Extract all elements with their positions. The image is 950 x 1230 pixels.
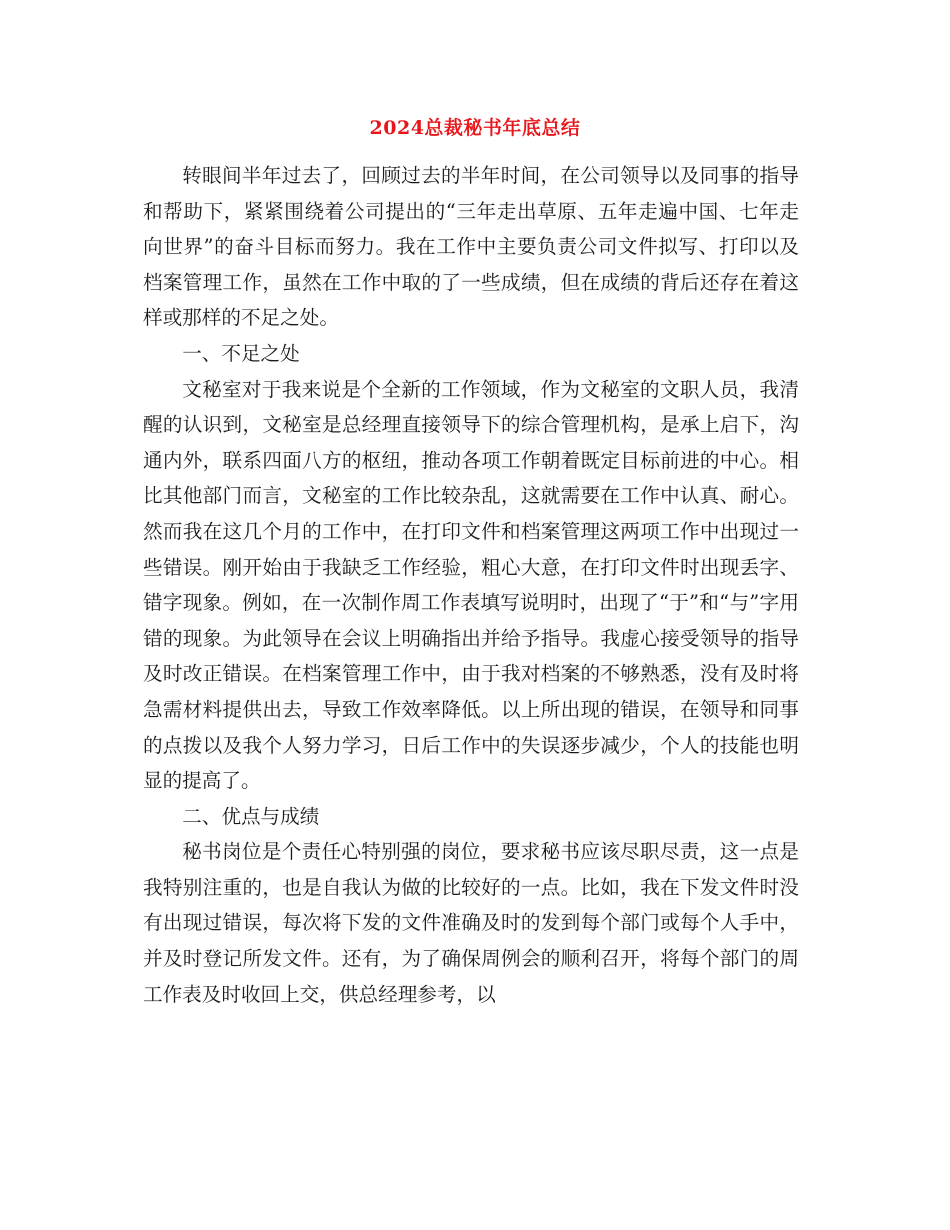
section-heading-strengths: 二、优点与成绩 <box>182 804 320 828</box>
section-heading-shortcomings: 一、不足之处 <box>182 341 300 365</box>
paragraph-strengths: 秘书岗位是个责任心特别强的岗位，要求秘书应该尽职尽责，这一点是我特别注重的，也是自我认为做的比较好的一点。比如，我在下发文件时没有出现过错误，每次将下发的文件准确及时的发到每个部门或每个人手中，并及时登记所发文件。还有，为了确保周例会的顺利召开，将每个部门的周工作表及时收回上交，供总经理参考，以 <box>143 840 799 1006</box>
paragraph-intro: 转眼间半年过去了，回顾过去的半年时间，在公司领导以及同事的指导和帮助下，紧紧围绕着公司提出的“三年走出草原、五年走遍中国、七年走向世界”的奋斗目标而努力。我在工作中主要负责公司文件拟写、打印以及档案管理工作，虽然在工作中取的了一些成绩，但在成绩的背后还存在着这样或那样的不足之处。 <box>143 164 799 330</box>
paragraph-shortcomings: 文秘室对于我来说是个全新的工作领域，作为文秘室的文职人员，我清醒的认识到，文秘室是总经理直接领导下的综合管理机构，是承上启下，沟通内外，联系四面八方的枢纽，推动各项工作朝着既定目标前进的中心。相比其他部门而言，文秘室的工作比较杂乱，这就需要在工作中认真、耐心。然而我在这几个月的工作中，在打印文件和档案管理这两项工作中出现过一些错误。刚开始由于我缺乏工作经验，粗心大意，在打印文件时出现丢字、错字现象。例如，在一次制作周工作表填写说明时，出现了“于”和“与”字用错的现象。为此领导在会议上明确指出并给予指导。我虚心接受领导的指导及时改正错误。在档案管理工作中，由于我对档案的不够熟悉，没有及时将急需材料提供出去，导致工作效率降低。以上所出现的错误，在领导和同事的点拨以及我个人努力学习，日后工作中的失误逐步减少，个人的技能也明显的提高了。 <box>143 377 799 793</box>
document-title: 2024总裁秘书年底总结 <box>369 117 581 139</box>
document-body <box>143 158 799 1012</box>
